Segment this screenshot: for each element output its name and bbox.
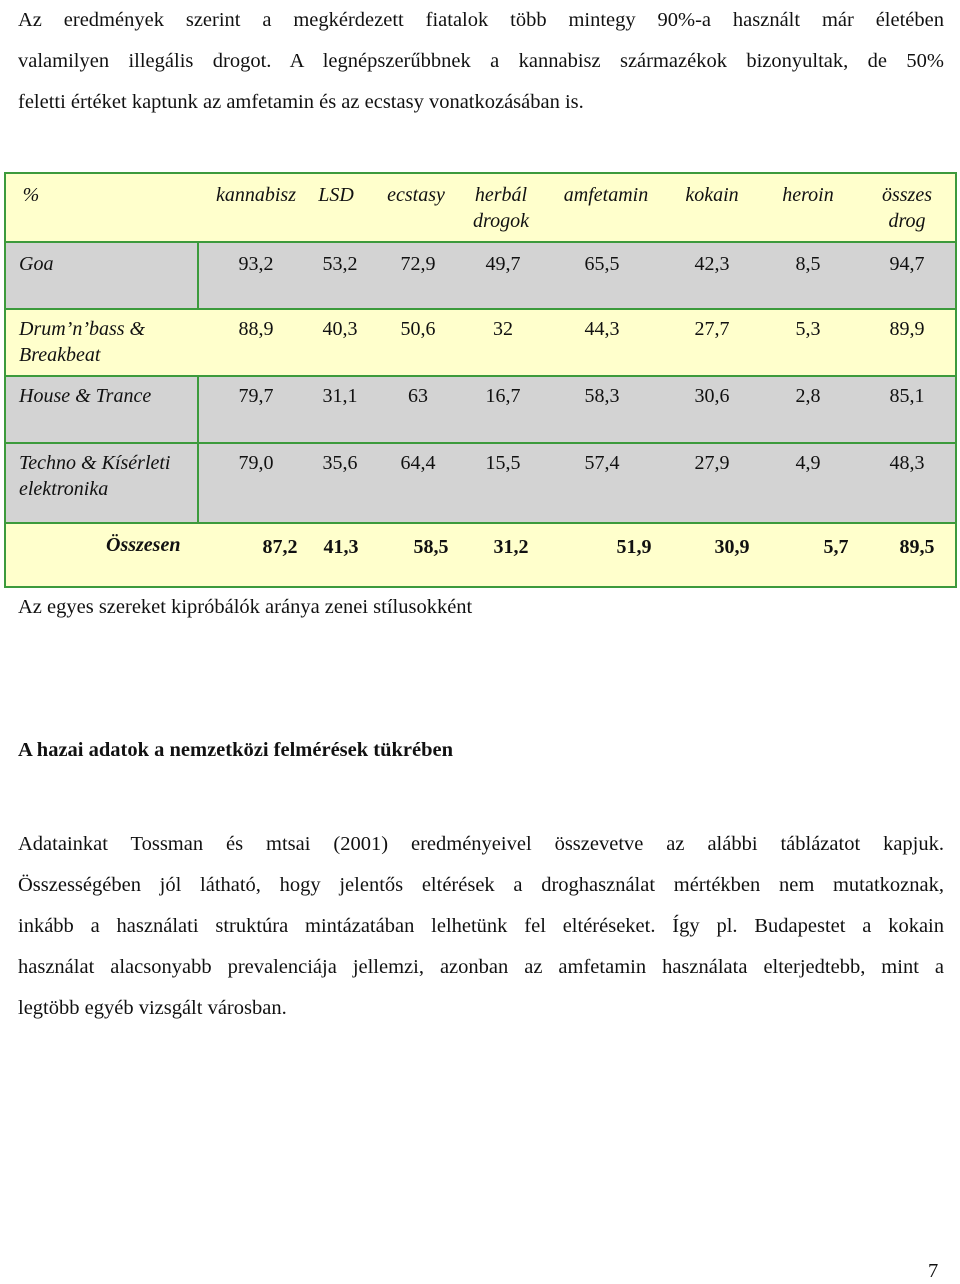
corner-header: %	[22, 184, 40, 206]
intro-line: feletti értéket kaptunk az amfetamin és az ecstasy vonatkozásában is.	[18, 91, 584, 113]
table-cell: 58,3	[584, 385, 620, 407]
total-cell: 41,3	[323, 536, 359, 558]
total-cell: 51,9	[616, 536, 652, 558]
body-line: Összességében jól látható, hogy jelentős eltérések a droghasználat mértékben nem mutatkoznak,	[18, 874, 944, 896]
intro-line: Az eredmények szerint a megkérdezett fiatalok több mintegy 90%-a használt már életében	[18, 9, 944, 31]
table-header-row	[6, 174, 955, 241]
table-row	[6, 308, 955, 375]
table-cell: 40,3	[322, 318, 358, 340]
body-line: Adatainkat Tossman és mtsai (2001) eredményeivel összevetve az alábbi táblázatot kapjuk.	[18, 833, 944, 855]
table-cell: 16,7	[485, 385, 521, 407]
total-cell: 89,5	[899, 536, 935, 558]
row-label: Techno & Kísérleti elektronika	[19, 452, 171, 500]
table-cell: 79,0	[238, 452, 274, 474]
table-cell: 53,2	[322, 253, 358, 275]
table-cell: 2,8	[795, 385, 821, 407]
column-header: herbál drogok	[473, 184, 529, 232]
table-cell: 4,9	[795, 452, 821, 474]
column-header: heroin	[782, 184, 834, 206]
table-cell: 89,9	[889, 318, 925, 340]
table-cell: 49,7	[485, 253, 521, 275]
intro-paragraph	[18, 0, 944, 123]
row-label: Drum’n’bass & Breakbeat	[19, 318, 146, 366]
column-header: összes drog	[881, 184, 932, 232]
table-total-row	[6, 522, 955, 586]
body-line: inkább a használati struktúra mintázatában lelhetünk fel eltéréseket. Így pl. Budapestet a kokain	[18, 915, 944, 937]
table-cell: 8,5	[795, 253, 821, 275]
column-header: amfetamin	[563, 184, 649, 206]
table-cell: 32	[493, 318, 513, 340]
table-cell: 57,4	[584, 452, 620, 474]
table-caption: Az egyes szereket kipróbálók aránya zenei stílusokként	[18, 596, 473, 618]
table-row	[6, 375, 955, 442]
drug-usage-table	[4, 172, 957, 588]
table-cell: 65,5	[584, 253, 620, 275]
table-cell: 31,1	[322, 385, 358, 407]
table-cell: 27,9	[694, 452, 730, 474]
total-cell: 30,9	[714, 536, 750, 558]
page-number: 7	[928, 1260, 939, 1282]
table-cell: 15,5	[485, 452, 521, 474]
table-cell: 88,9	[238, 318, 274, 340]
table-cell: 72,9	[400, 253, 436, 275]
table-cell: 63	[408, 385, 428, 407]
table-cell: 44,3	[584, 318, 620, 340]
table-cell: 64,4	[400, 452, 436, 474]
column-header: kannabisz	[216, 184, 296, 206]
intro-line: valamilyen illegális drogot. A legnépszerűbbnek a kannabisz származékok bizonyultak, de 50%	[18, 50, 944, 72]
table-cell: 30,6	[694, 385, 730, 407]
total-cell: 31,2	[493, 536, 529, 558]
total-cell: 58,5	[413, 536, 449, 558]
table-cell: 48,3	[889, 452, 925, 474]
table-row	[6, 241, 955, 308]
column-header: ecstasy	[387, 184, 445, 206]
body-line: legtöbb egyéb vizsgált városban.	[18, 997, 287, 1019]
row-label: Goa	[19, 253, 54, 275]
table-cell: 50,6	[400, 318, 436, 340]
total-label: Összesen	[106, 534, 181, 556]
total-cell: 87,2	[262, 536, 298, 558]
total-cell: 5,7	[823, 536, 849, 558]
section-heading: A hazai adatok a nemzetközi felmérések tükrében	[18, 739, 453, 761]
column-header: LSD	[318, 184, 354, 206]
table-row	[6, 442, 955, 522]
row-label: House & Trance	[19, 385, 152, 407]
table-cell: 93,2	[238, 253, 274, 275]
body-line: használat alacsonyabb prevalenciája jellemzi, azonban az amfetamin használata elterjedtebb, mint a	[18, 956, 944, 978]
table-cell: 35,6	[322, 452, 358, 474]
table-cell: 5,3	[795, 318, 821, 340]
column-header: kokain	[685, 184, 739, 206]
table-cell: 27,7	[694, 318, 730, 340]
table-cell: 79,7	[238, 385, 274, 407]
body-paragraph	[18, 824, 944, 1029]
table-cell: 42,3	[694, 253, 730, 275]
table-cell: 94,7	[889, 253, 925, 275]
table-cell: 85,1	[889, 385, 925, 407]
